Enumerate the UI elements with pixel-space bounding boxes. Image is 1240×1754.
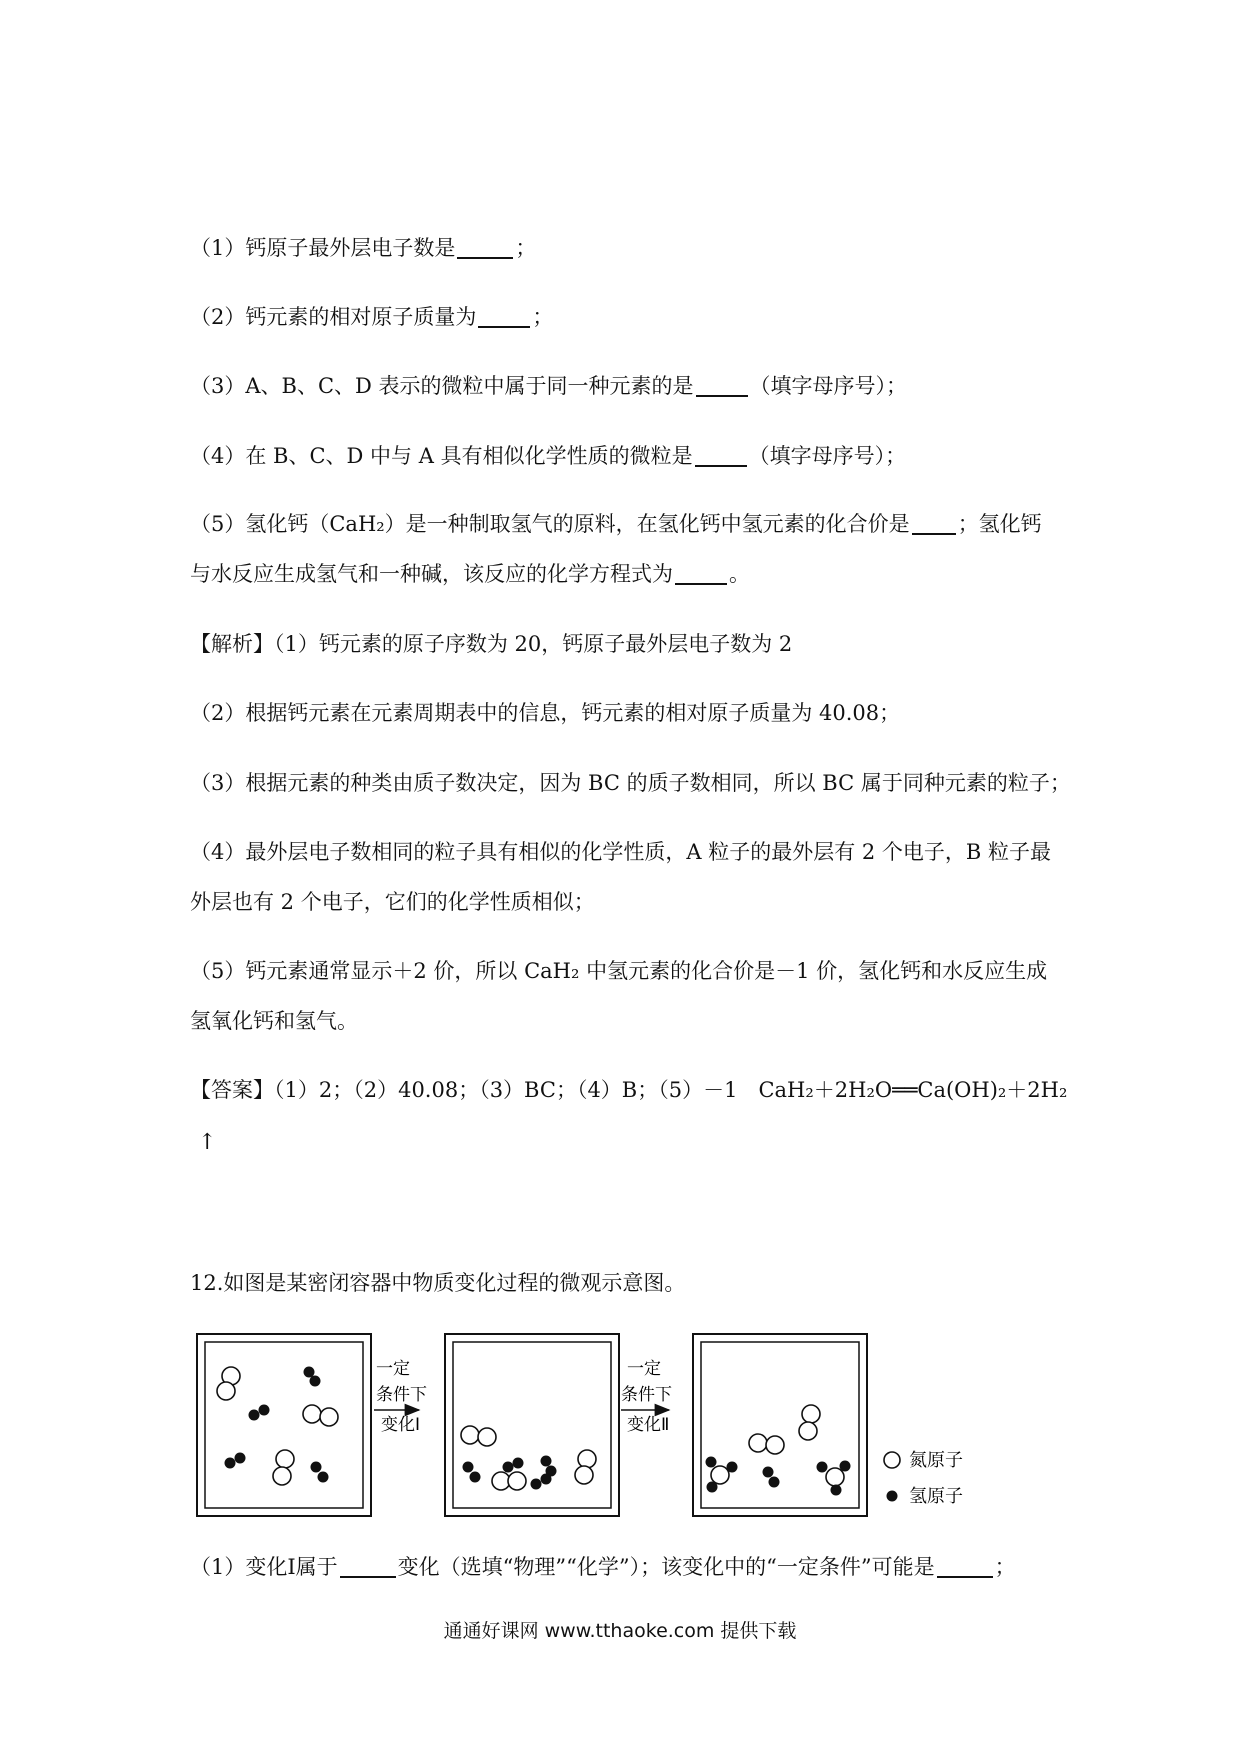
nitrogen-atom bbox=[478, 1428, 496, 1446]
hydrogen-atom bbox=[249, 1410, 260, 1421]
nitrogen-atom bbox=[575, 1466, 593, 1484]
hydrogen-atom bbox=[707, 1482, 718, 1493]
reaction-micro-diagram bbox=[195, 1332, 1075, 1522]
nitrogen-atom bbox=[303, 1405, 321, 1423]
nitrogen-legend-icon bbox=[884, 1452, 900, 1468]
svg-text:氮原子: 氮原子 bbox=[909, 1450, 963, 1471]
nitrogen-atom bbox=[766, 1436, 784, 1454]
hydrogen-atom bbox=[769, 1477, 780, 1488]
hydrogen-atom bbox=[304, 1367, 315, 1378]
nitrogen-atom bbox=[217, 1382, 235, 1400]
q11-part5: （5）氢化钙（CaH₂）是一种制取氢气的原料，在氢化钙中氢元素的化合价是 ；氢化钙 bbox=[190, 512, 1042, 536]
arrow-change-1 bbox=[374, 1359, 427, 1435]
q11-part1: （1）钙原子最外层电子数是 ； bbox=[190, 236, 537, 260]
analysis-line-5: 外层也有 2 个电子，它们的化学性质相似； bbox=[190, 890, 595, 914]
nitrogen-atom bbox=[578, 1450, 596, 1468]
analysis-line-1: 【解析】（1）钙元素的原子序数为 20，钙原子最外层电子数为 2 bbox=[190, 632, 793, 656]
container-3 bbox=[693, 1334, 867, 1516]
nitrogen-atom bbox=[802, 1405, 820, 1423]
nitrogen-atom bbox=[508, 1472, 526, 1490]
container-1 bbox=[197, 1334, 371, 1516]
answer-blank bbox=[457, 235, 513, 259]
answer-blank bbox=[937, 1554, 993, 1578]
up-arrow-icon: ↑ bbox=[198, 1130, 217, 1155]
analysis-line-7: 氢氧化钙和氢气。 bbox=[190, 1009, 358, 1033]
q11-part5-cont: 与水反应生成氢气和一种碱，该反应的化学方程式为 。 bbox=[190, 562, 750, 586]
hydrogen-atom bbox=[259, 1405, 270, 1416]
hydrogen-atom bbox=[541, 1456, 552, 1467]
answer-line: 【答案】（1）2；（2）40.08；（3）BC；（4）B；（5）－1 CaH₂＋2H₂O══Ca(OH)₂＋2H₂ bbox=[190, 1078, 1068, 1102]
hydrogen-atom bbox=[541, 1474, 552, 1485]
hydrogen-atom bbox=[706, 1457, 717, 1468]
container-2 bbox=[445, 1334, 619, 1516]
answer-blank bbox=[695, 443, 747, 467]
svg-text:变化Ⅱ: 变化Ⅱ bbox=[627, 1415, 670, 1435]
svg-text:一定: 一定 bbox=[376, 1359, 410, 1379]
q11-part2: （2）钙元素的相对原子质量为 ； bbox=[190, 305, 554, 329]
answer-blank bbox=[478, 304, 530, 328]
q11-part3: （3）A、B、C、D 表示的微粒中属于同一种元素的是 （填字母序号）； bbox=[190, 374, 908, 398]
hydrogen-atom bbox=[225, 1458, 236, 1469]
hydrogen-atom bbox=[470, 1472, 481, 1483]
nitrogen-atom bbox=[749, 1434, 767, 1452]
svg-text:变化Ⅰ: 变化Ⅰ bbox=[381, 1415, 421, 1435]
analysis-line-6: （5）钙元素通常显示＋2 价，所以 CaH₂ 中氢元素的化合价是－1 价，氢化钙和水反应生成 bbox=[190, 959, 1048, 983]
nitrogen-atom bbox=[826, 1468, 844, 1486]
answer-blank bbox=[696, 373, 748, 397]
hydrogen-atom bbox=[727, 1462, 738, 1473]
hydrogen-atom bbox=[840, 1461, 851, 1472]
legend bbox=[884, 1450, 963, 1507]
answer-blank bbox=[675, 561, 727, 585]
svg-text:一定: 一定 bbox=[627, 1359, 661, 1379]
analysis-line-3: （3）根据元素的种类由质子数决定，因为 BC 的质子数相同，所以 BC 属于同种元素的粒子； bbox=[190, 771, 1071, 795]
svg-text:条件下: 条件下 bbox=[376, 1385, 427, 1405]
hydrogen-atom bbox=[318, 1472, 329, 1483]
hydrogen-atom bbox=[235, 1453, 246, 1464]
analysis-line-2: （2）根据钙元素在元素周期表中的信息，钙元素的相对原子质量为 40.08； bbox=[190, 701, 901, 725]
nitrogen-atom bbox=[276, 1450, 294, 1468]
answer-blank bbox=[912, 511, 956, 535]
hydrogen-atom bbox=[817, 1462, 828, 1473]
nitrogen-atom bbox=[320, 1408, 338, 1426]
hydrogen-atom bbox=[463, 1462, 474, 1473]
nitrogen-atom bbox=[799, 1422, 817, 1440]
hydrogen-atom bbox=[513, 1458, 524, 1469]
hydrogen-atom bbox=[763, 1467, 774, 1478]
q12-sub1: （1）变化Ⅰ属于 变化（选填“物理”“化学”）；该变化中的“一定条件”可能是 ； bbox=[190, 1555, 1016, 1579]
hydrogen-atom bbox=[831, 1485, 842, 1496]
hydrogen-legend-icon bbox=[887, 1491, 898, 1502]
q11-part4: （4）在 B、C、D 中与 A 具有相似化学性质的微粒是 （填字母序号）； bbox=[190, 444, 907, 468]
hydrogen-atom bbox=[531, 1479, 542, 1490]
hydrogen-atom bbox=[310, 1376, 321, 1387]
nitrogen-atom bbox=[273, 1467, 291, 1485]
nitrogen-atom bbox=[461, 1426, 479, 1444]
hydrogen-atom bbox=[311, 1462, 322, 1473]
arrow-change-2 bbox=[621, 1359, 672, 1435]
q12-title: 12.如图是某密闭容器中物质变化过程的微观示意图。 bbox=[190, 1271, 686, 1295]
svg-text:条件下: 条件下 bbox=[621, 1385, 672, 1405]
svg-text:氢原子: 氢原子 bbox=[909, 1486, 963, 1507]
analysis-line-4: （4）最外层电子数相同的粒子具有相似的化学性质，A 粒子的最外层有 2 个电子，B 粒子最 bbox=[190, 840, 1052, 864]
nitrogen-atom bbox=[711, 1466, 729, 1484]
answer-blank bbox=[340, 1554, 396, 1578]
page-footer: 通通好课网 www.tthaoke.com 提供下载 bbox=[443, 1620, 797, 1642]
hydrogen-atom bbox=[503, 1462, 514, 1473]
